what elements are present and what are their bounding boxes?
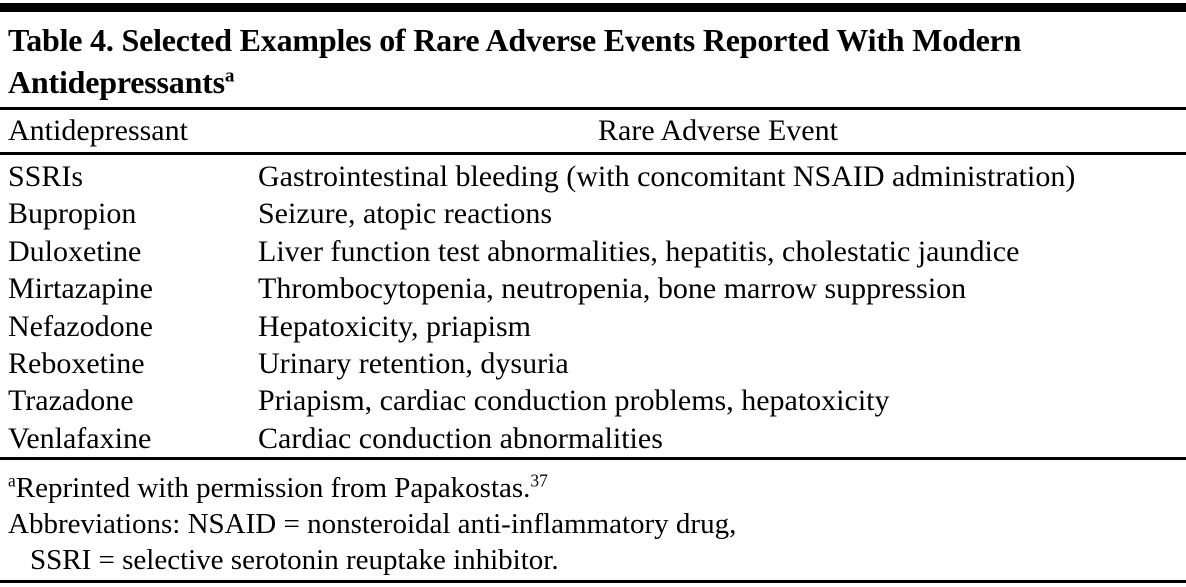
drug-cell: Reboxetine bbox=[8, 347, 145, 381]
drug-cell: Mirtazapine bbox=[8, 272, 153, 306]
footnote-reprint-marker: a bbox=[8, 470, 16, 491]
table-title bbox=[0, 12, 1186, 107]
footnote-abbreviations-line2: SSRI = selective serotonin reuptake inhibitor. bbox=[30, 544, 559, 577]
drug-cell: Duloxetine bbox=[8, 234, 142, 268]
table-title-footnote-marker: a bbox=[224, 65, 235, 87]
column-header-rare-adverse-event: Rare Adverse Event bbox=[598, 114, 838, 147]
footnote-reprint-text: Reprinted with permission from Papakostas. bbox=[15, 472, 531, 505]
table-row bbox=[8, 195, 1178, 232]
event-cell: Hepatoxicity, priapism bbox=[258, 309, 531, 343]
table-row bbox=[8, 308, 1178, 345]
event-cell: Gastrointestinal bleeding (with concomitant NSAID administration) bbox=[258, 160, 1076, 193]
table-row bbox=[8, 233, 1178, 270]
event-cell: Seizure, atopic reactions bbox=[258, 197, 553, 231]
event-cell: Cardiac conduction abnormalities bbox=[258, 421, 663, 455]
bottom-border-rule bbox=[0, 580, 1186, 583]
table-row bbox=[8, 270, 1178, 307]
footnote-reprint bbox=[8, 470, 1178, 506]
drug-cell: Trazadone bbox=[8, 384, 134, 418]
column-header-antidepressant: Antidepressant bbox=[8, 114, 188, 147]
drug-cell: Venlafaxine bbox=[8, 421, 152, 455]
event-cell: Priapism, cardiac conduction problems, hepatoxicity bbox=[258, 384, 890, 418]
event-cell: Liver function test abnormalities, hepatitis, cholestatic jaundice bbox=[258, 234, 1020, 268]
table-row bbox=[8, 420, 1178, 457]
drug-cell: SSRIs bbox=[8, 160, 84, 193]
event-cell: Thrombocytopenia, neutropenia, bone marrow suppression bbox=[258, 272, 967, 306]
table-row bbox=[8, 345, 1178, 382]
table-footnotes bbox=[0, 460, 1186, 578]
table-row bbox=[8, 382, 1178, 419]
drug-cell: Bupropion bbox=[8, 197, 137, 231]
table-title-text: Table 4. Selected Examples of Rare Adverse Events Reported With Modern Antidepressants bbox=[8, 22, 1022, 100]
event-cell: Urinary retention, dysuria bbox=[258, 347, 569, 381]
drug-cell: Nefazodone bbox=[8, 309, 153, 343]
footnote-reprint-reference: 37 bbox=[530, 470, 548, 491]
table-header-row bbox=[0, 110, 1186, 152]
footnote-abbreviations-line1: Abbreviations: NSAID = nonsteroidal anti-inflammatory drug, bbox=[8, 508, 737, 541]
table-body bbox=[0, 155, 1186, 457]
table-row bbox=[8, 158, 1178, 195]
top-border-rule bbox=[0, 3, 1186, 12]
